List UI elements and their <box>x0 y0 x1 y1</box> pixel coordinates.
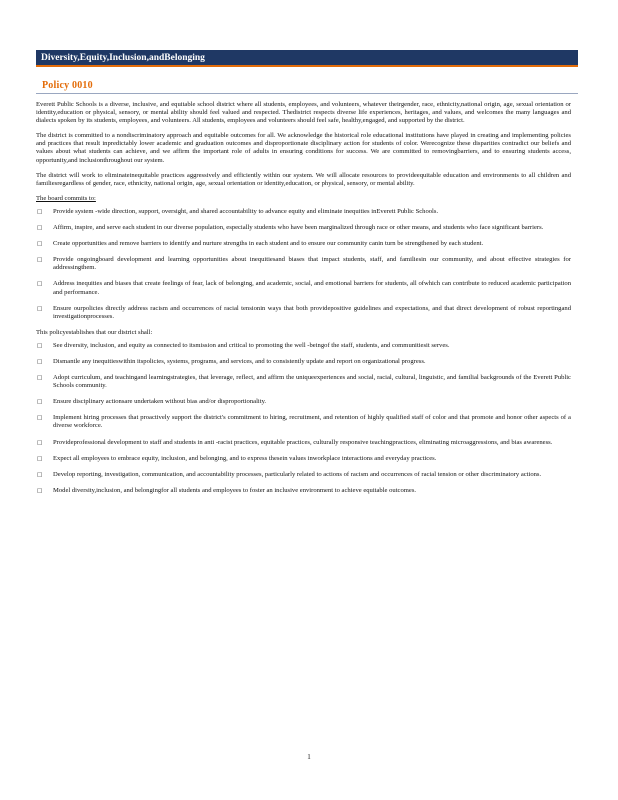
paragraph-resources: The district will work to eliminateinequitable practices aggressively and efficiently within our system. We will allocate resources to provideequitable education and environments to all children and familiesregardless of gender, race, ethnicity, national origin, age, sexual orientation or identity,education, or physical, sensory, or mental ability. <box>36 171 571 187</box>
bullet-icon: □ <box>37 487 43 494</box>
list-item <box>36 487 571 495</box>
bullet-icon: □ <box>37 342 43 349</box>
policy-number: Policy 0010 <box>42 80 93 91</box>
list-item <box>36 374 571 390</box>
list-item-text: Address inequities and biases that create feelings of fear, lack of belonging, and academic, social, and emotional barriers for students, all ofwhich can contribute to reduced academic participation and performance. <box>53 280 571 296</box>
paragraph-commitment: The district is committed to a nondiscriminatory approach and equitable outcomes for all. We acknowledge the historical role educational institutions have played in creating and implementing policies and practices that result inpredictably lower academic and graduation outcomes and disproportionate disciplinary action for students of color. Werecognize these disparities contradict our beliefs and values about what students can achieve, and we affirm the important role of adults in ensuring conditions for success. We are committed to removingbarriers, and to ensuring students access, opportunity,and inclusionthroughout our system. <box>36 132 571 164</box>
list-item <box>36 471 571 479</box>
list-item-text: Develop reporting, investigation, communication, and accountability processes, particularly related to actions of racism and occurrences of racial tension or other discriminatory actions. <box>53 470 542 478</box>
list-item <box>36 358 571 366</box>
list-item <box>36 256 571 272</box>
list-item-text: Create opportunities and remove barriers to identify and nurture strengths in each student and to ensure our community canin turn be strengthened by each student. <box>53 240 484 248</box>
list-item-text: Expect all employees to embrace equity, inclusion, and belonging, and to express thesein values inworkplace interactions and everyday practices. <box>53 454 437 462</box>
list-item-text: Provide ongoingboard development and learning opportunities about inequitiesand biases that impact students, staff, and familiesin our community, and about effective strategies for addressingthem. <box>53 256 571 272</box>
bullet-icon: □ <box>37 241 43 248</box>
list-item-text: Dismantle any inequitieswithin itspolicies, systems, programs, and services, and to consistently update and report on organizational progress. <box>53 357 426 365</box>
district-shall-list <box>36 342 571 495</box>
list-item <box>36 414 571 430</box>
list-item <box>36 280 571 296</box>
bullet-icon: □ <box>37 281 43 288</box>
bullet-icon: □ <box>37 439 43 446</box>
list-item-text: Model diversity,inclusion, and belongingfor all students and employees to foster an inclusive environment to achieve equitable outcomes. <box>53 486 417 494</box>
bullet-icon: □ <box>37 375 43 382</box>
list-item-text: Affirm, inspire, and serve each student in our diverse population, especially students who have been marginalized through race or other means, and students who face significant barriers. <box>53 224 544 232</box>
list-item <box>36 305 571 321</box>
list-item-text: Provideprofessional development to staff and students in anti -racist practices, equitable practices, culturally responsive teachingpractices, eliminating microaggressions, and bias awareness. <box>53 438 553 446</box>
divider <box>36 93 578 94</box>
list-item-text: Adopt curriculum, and teachingand learningstrategies, that leverage, reflect, and affirm the uniqueexperiences and social, racial, cultural, linguistic, and familial backgrounds of the Everett Public Schools community. <box>53 374 571 390</box>
list-item-text: Implement hiring processes that proactively support the district's commitment to hiring, recruitment, and retention of highly qualified staff of color and that promote and honor other aspects of a diverse workforce. <box>53 414 571 430</box>
list-item <box>36 208 571 216</box>
bullet-icon: □ <box>37 358 43 365</box>
list-item <box>36 455 571 463</box>
bullet-icon: □ <box>37 399 43 406</box>
list-item-text: See diversity, inclusion, and equity as connected to itsmission and critical to promoting the well -beingof the staff, students, and communitiesit serves. <box>53 341 450 349</box>
page-number: 1 <box>307 753 311 761</box>
district-shall-lead: This policyestablishes that our district shall: <box>36 328 153 336</box>
bullet-icon: □ <box>37 225 43 232</box>
bullet-icon: □ <box>37 208 43 215</box>
board-commits-list <box>36 208 571 321</box>
list-item-text: Ensure ourpolicies directly address racism and occurrences of racial tensionin ways that both providepositive guidelines and expectations, and that direct development of robust reportingand investigationprocesses. <box>53 304 571 320</box>
bullet-icon: □ <box>37 415 43 422</box>
bullet-icon: □ <box>37 471 43 478</box>
list-item-text: Ensure disciplinary actionsare undertaken without bias and/or disproportionality. <box>53 398 267 406</box>
policy-title-banner: Diversity,Equity,Inclusion,andBelonging <box>36 50 578 67</box>
policy-body <box>36 101 571 503</box>
list-item <box>36 342 571 350</box>
bullet-icon: □ <box>37 305 43 312</box>
list-item <box>36 398 571 406</box>
bullet-icon: □ <box>37 455 43 462</box>
paragraph-mission: Everett Public Schools is a diverse, inclusive, and equitable school district where all students, employees, and volunteers, whatever theirgender, race, ethnicity,national origin, age, sexual orientation or identity,education or physical, sensory, or mental ability should feel valued and respected. Thedistrict respects diverse life experiences, heritages, and values, and welcomes the many languages and dialects spoken by its students, employees, and volunteers. All students, employees and volunteers should feel safe, healthy,engaged, and supported by the district. <box>36 101 571 125</box>
bullet-icon: □ <box>37 257 43 264</box>
list-item <box>36 439 571 447</box>
list-item <box>36 224 571 232</box>
board-commits-lead <box>36 195 571 203</box>
list-item <box>36 240 571 248</box>
board-commits-lead-text: The board commits to: <box>36 194 96 202</box>
list-item-text: Provide system -wide direction, support, oversight, and shared accountability to advance equity and eliminate inequities inEverett Public Schools. <box>53 207 439 215</box>
